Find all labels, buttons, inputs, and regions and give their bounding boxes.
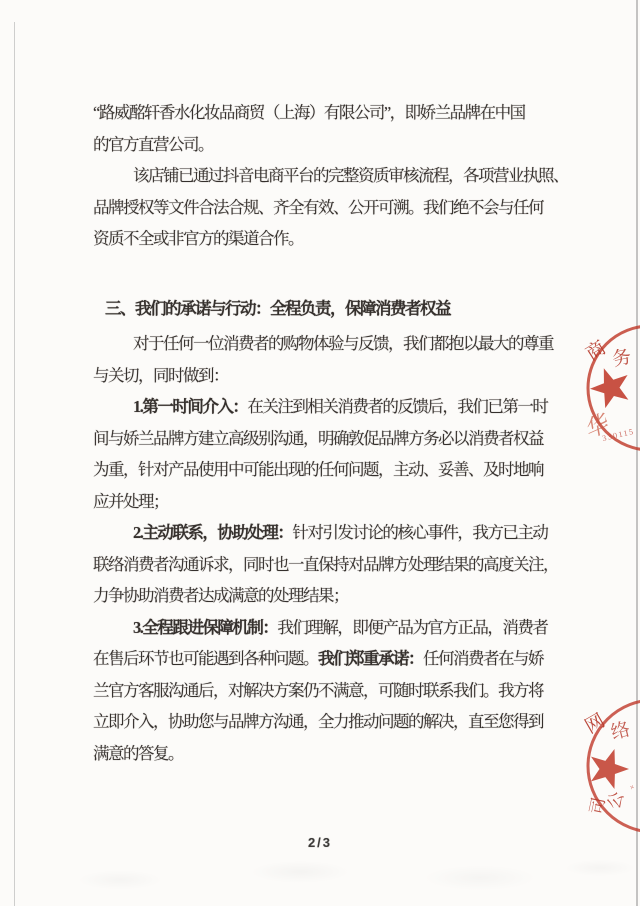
text-line [93,454,549,486]
paragraph [93,391,549,517]
text-run: 2.主动联系，协助处理： [133,523,293,542]
text-run: 应并处理； [93,491,168,511]
paragraph [93,97,549,160]
text-run: 满意的答复。 [93,743,183,763]
text-run: 立即介入，协助您与品牌方沟通，全力推动问题的解决，直至您得到 [93,712,543,731]
text-run: 的官方直营公司。 [93,134,213,154]
page-number: 2/3 [307,835,333,850]
text-line [93,328,553,360]
text-run: 兰官方客服沟通后，对解决方案仍不满意，可随时联系我们。我方将 [93,680,543,700]
text-run: 间与娇兰品牌方建立高级别沟通，明确敦促品牌方务必以消费者权益 [93,428,543,448]
text-line [93,391,549,423]
text-line [93,738,549,770]
seal-top-char: 商 [582,337,610,366]
text-run: 1.第一时间介入： [133,397,248,416]
page-left-edge-line [14,22,15,906]
text-line [93,160,568,192]
text-line [93,486,549,518]
paragraph [93,612,549,770]
text-run: 联络消费者沟通诉求，同时也一直保持对品牌方处理结果的高度关注， [93,554,558,574]
text-line [93,612,549,644]
text-run: “路威酩轩香水化妆品商贸（上海）有限公司”，即娇兰品牌在中国 [93,103,525,122]
text-line [93,223,549,255]
text-run: 对于任何一位消费者的购物体验与反馈，我们都抱以最大的尊重 [133,334,553,353]
text-line [93,549,558,581]
text-line [93,129,549,161]
seal-top-char: 务 [610,346,634,371]
paragraph [93,328,553,391]
text-run: 我们理解，即便产品为官方正品，消费者 [277,617,548,637]
text-line [93,706,549,738]
text-run: 力争协助消费者达成满意的处理结果； [93,586,348,605]
text-line [93,643,549,675]
seal-bottom-char: 司 [586,795,609,817]
text-run: 在关注到相关消费者的反馈后，我们已第一时 [247,397,548,416]
section-heading [93,293,549,325]
text-line [93,360,549,392]
text-line [93,517,549,549]
seal-script-char: 华 [580,411,612,444]
seal-serial-number: 330115 [601,426,636,443]
seal-bottom-char: 公 [604,789,628,812]
document-body [93,97,568,769]
text-run: 三、我们的承诺与行动：全程负责，保障消费者权益 [105,298,450,318]
text-run: 该店铺已通过抖音电商平台的完整资质审核流程，各项营业执照、 [133,166,568,185]
text-line [93,192,549,224]
official-seal-network [570,692,640,842]
paragraph [93,160,568,255]
text-line [93,97,549,129]
text-run: 在售后环节也可能遇到各种问题。 [93,649,318,668]
text-line [93,423,549,455]
official-seal-commerce [570,320,640,460]
seal-top-char: 络 [608,719,633,745]
text-run: 资质不全或非官方的渠道合作。 [93,229,303,248]
text-run: 针对引发讨论的核心事件，我方已主动 [292,523,548,542]
text-run: 为重，针对产品使用中可能出现的任何问题，主动、妥善、及时地响 [93,460,543,479]
text-run: 我们郑重承诺： [318,649,423,668]
text-line [93,675,549,707]
text-run: 3.全程跟进保障机制： [133,617,278,637]
paragraph [93,517,558,612]
text-line [93,293,549,325]
text-line [93,580,549,612]
text-run: 任何消费者在与娇 [423,649,543,668]
text-run: 品牌授权等文件合法合规、齐全有效、公开可溯。我们绝不会与任何 [93,197,543,217]
seal-plus-mark: + [627,781,637,793]
text-run: 与关切，同时做到： [93,365,228,385]
seal-top-char: 网 [581,710,609,739]
